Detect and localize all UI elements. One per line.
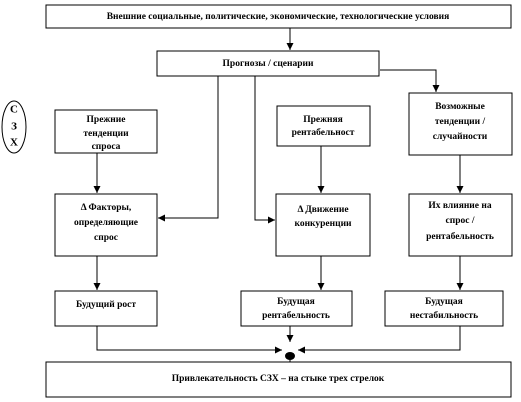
node-future-profitability xyxy=(241,291,352,326)
node-prev-profit-line-1: Прежняя xyxy=(303,115,343,126)
node-competition-line-2: конкуренции xyxy=(294,219,352,230)
node-possible-trends xyxy=(409,93,512,155)
node-factors-line-1: Δ Факторы, xyxy=(80,203,132,214)
node-competition-line-1: Δ Движение xyxy=(297,205,349,216)
oval-letter-3: Х xyxy=(10,136,18,149)
node-impact-on-demand xyxy=(409,194,512,256)
node-previous-demand-trends xyxy=(55,110,157,153)
node-possible-trends-line-3: случайности xyxy=(432,132,488,143)
node-possible-trends-line-1: Возможные xyxy=(435,102,485,113)
edge-future-instability-to-junction xyxy=(298,326,460,350)
node-factors-line-2: определяющие xyxy=(73,218,139,229)
node-attractiveness-line-1: Привлекательность СЗХ – на стыке трех стрелок xyxy=(171,374,385,385)
node-possible-trends-line-2: тенденции / xyxy=(434,117,486,128)
edge-forecasts-to-competition xyxy=(255,76,275,220)
edge-forecasts-to-factors xyxy=(158,76,218,218)
oval-letter-2: З xyxy=(11,120,17,133)
node-sbu-attractiveness xyxy=(46,362,511,397)
node-external-line-1: Внешние социальные, политические, экономические, технологические условия xyxy=(106,12,450,23)
node-forecasts xyxy=(157,51,379,76)
node-impact-line-2: спрос / xyxy=(445,216,475,227)
edge-forecasts-to-possible-trends xyxy=(380,70,436,92)
edge-future-growth-to-junction xyxy=(97,326,282,350)
node-future-instability xyxy=(385,291,503,326)
node-future-growth-line-1: Будущий рост xyxy=(75,300,137,311)
node-impact-line-3: рентабельность xyxy=(426,232,494,243)
node-prev-trends-line-1: Прежние xyxy=(86,115,126,126)
node-prev-profit-line-2: рентабельност xyxy=(291,128,355,139)
node-prev-trends-line-3: спроса xyxy=(91,142,121,153)
node-factors-line-3: спрос xyxy=(94,233,118,244)
node-external-conditions xyxy=(46,5,511,28)
node-previous-profitability xyxy=(277,106,370,146)
node-future-instability-line-1: Будущая xyxy=(425,297,463,308)
junction-dot xyxy=(285,352,295,360)
node-competition-movement xyxy=(276,194,370,256)
node-future-profit-line-1: Будущая xyxy=(277,297,315,308)
node-future-growth xyxy=(55,291,157,326)
node-impact-line-1: Их влияние на xyxy=(428,201,492,212)
node-future-instability-line-2: нестабильность xyxy=(409,311,479,322)
node-prev-trends-line-2: тенденции xyxy=(83,129,129,140)
sbu-oval xyxy=(2,101,26,153)
oval-letter-1: С xyxy=(10,103,18,116)
diagram-nodes xyxy=(46,5,512,397)
node-future-profit-line-2: рентабельность xyxy=(262,311,330,322)
node-demand-factors xyxy=(55,194,157,256)
node-forecasts-line-1: Прогнозы / сценарии xyxy=(222,59,314,70)
